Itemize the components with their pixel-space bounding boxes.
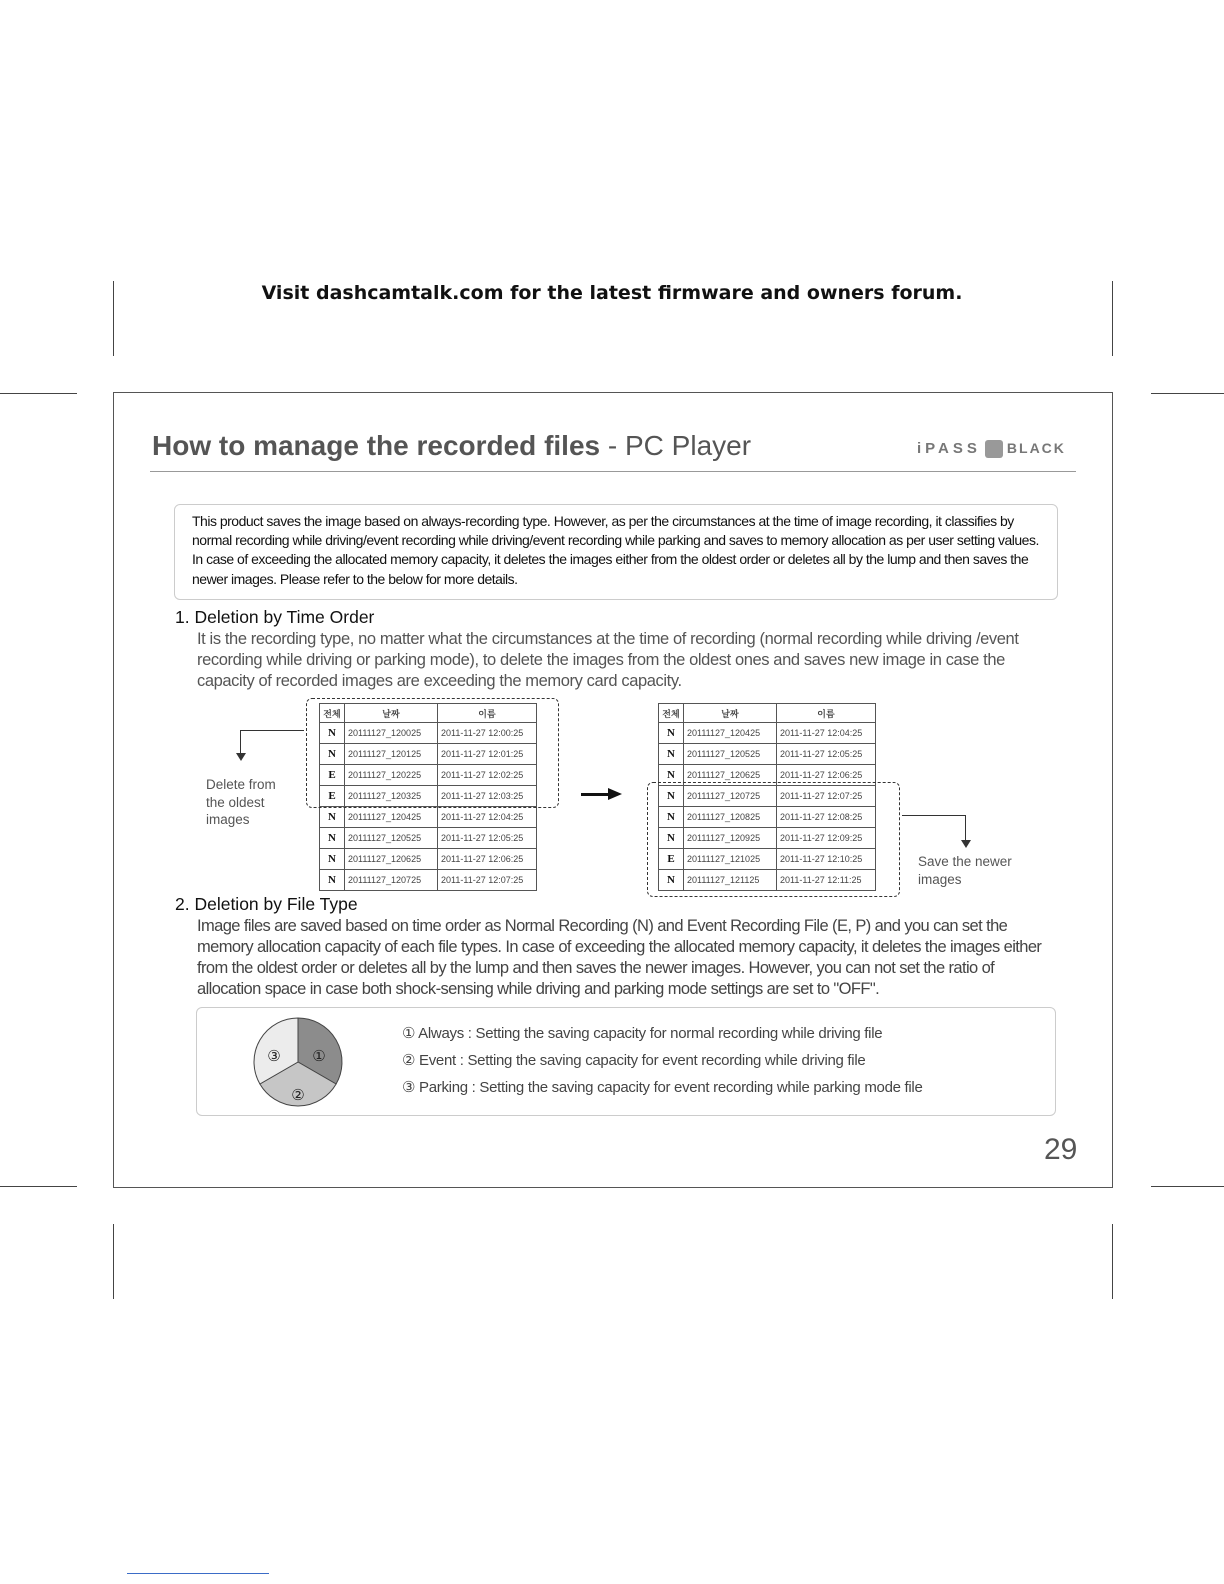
saved-files-highlight — [647, 782, 900, 897]
file-date-cell: 2011-11-27 12:10:25 — [777, 849, 876, 870]
delete-arrow-line — [240, 730, 304, 731]
legend-item-event: ② Event : Setting the saving capacity for event recording while driving file — [402, 1052, 866, 1069]
section1-body: It is the recording type, no matter what the circumstances at the time of recording (normal recording while driving /event recording while driving or parking mode), to delete the images from the oldest ones and saves new image in case the capacity of recorded images are exceeding the memory card capacity. — [197, 630, 1019, 690]
file-date-cell: 2011-11-27 12:04:25 — [777, 723, 876, 744]
col-header-name: 이름 — [777, 704, 876, 723]
table-row — [659, 723, 876, 744]
col-header-type: 전체 — [320, 704, 345, 723]
file-name-cell: 20111127_120425 — [345, 807, 438, 828]
file-type-cell: N — [320, 870, 345, 891]
pie-label-2: ② — [291, 1086, 305, 1104]
deleted-files-highlight — [306, 698, 559, 808]
pie-label-3: ③ — [267, 1047, 281, 1065]
title-divider — [150, 471, 1076, 472]
arrow-down-icon — [961, 840, 971, 848]
file-type-cell: N — [659, 870, 684, 891]
file-type-cell: N — [659, 723, 684, 744]
table-row — [320, 870, 537, 891]
file-date-cell: 2011-11-27 12:05:25 — [438, 828, 537, 849]
file-name-cell: 20111127_121125 — [684, 870, 777, 891]
col-header-date: 날짜 — [345, 704, 438, 723]
section2-heading: 2. Deletion by File Type — [175, 894, 358, 914]
file-type-cell: N — [320, 744, 345, 765]
title-main: How to manage the recorded files — [152, 430, 601, 461]
file-date-cell: 2011-11-27 12:02:25 — [438, 765, 537, 786]
file-date-cell: 2011-11-27 12:06:25 — [777, 765, 876, 786]
save-arrow-line — [965, 815, 966, 841]
file-type-cell: N — [320, 828, 345, 849]
file-name-cell: 20111127_120225 — [345, 765, 438, 786]
delete-arrow-line — [240, 730, 241, 754]
save-arrow-line — [902, 815, 966, 816]
file-name-cell: 20111127_120825 — [684, 807, 777, 828]
file-date-cell: 2011-11-27 12:08:25 — [777, 807, 876, 828]
crop-mark — [0, 1186, 77, 1187]
file-type-cell: E — [320, 786, 345, 807]
section2-body: Image files are saved based on time order as Normal Recording (N) and Event Recording File (E, P) and you can set the memory allocation capacity of each file types. In case of exceeding the allocated memory capacity, it deletes the images either from the oldest order or deletes all by the lump and then saves the newer images. However, you can not set the ratio of allocation space in case both shock-sensing while driving and parking mode settings are set to "OFF". — [197, 917, 1042, 998]
file-name-cell: 20111127_120525 — [345, 828, 438, 849]
file-name-cell: 20111127_120625 — [684, 765, 777, 786]
crop-mark — [1151, 393, 1224, 394]
table-row — [320, 849, 537, 870]
file-name-cell: 20111127_120625 — [345, 849, 438, 870]
intro-text: This product saves the image based on always-recording type. However, as per the circumstances at the time of image recording, it classifies by normal recording while driving/event recording while driving/event recording while parking and saves to memory allocation as per user setting values. In case of exceeding the allocated memory capacity, it deletes the images either from the oldest order or deletes all by the lump and then saves the newer images. Please refer to the below for more details. — [192, 513, 1039, 587]
cube-icon — [985, 440, 1003, 458]
file-type-cell: N — [320, 849, 345, 870]
allocation-pie-chart — [252, 1016, 344, 1108]
save-note: Save the newer images — [918, 854, 1012, 887]
file-date-cell: 2011-11-27 12:03:25 — [438, 786, 537, 807]
visit-banner: Visit dashcamtalk.com for the latest firmware and owners forum. — [261, 282, 963, 304]
file-type-cell: N — [659, 786, 684, 807]
table-row — [320, 807, 537, 828]
file-type-cell: N — [320, 807, 345, 828]
file-type-cell: N — [659, 828, 684, 849]
file-type-cell: N — [659, 744, 684, 765]
page-title — [152, 430, 751, 462]
legend-item-parking: ③ Parking : Setting the saving capacity for event recording while parking mode file — [402, 1079, 923, 1096]
file-date-cell: 2011-11-27 12:00:25 — [438, 723, 537, 744]
file-date-cell: 2011-11-27 12:07:25 — [438, 870, 537, 891]
crop-mark — [113, 1224, 114, 1299]
file-date-cell: 2011-11-27 12:09:25 — [777, 828, 876, 849]
file-type-cell: E — [320, 765, 345, 786]
file-date-cell: 2011-11-27 12:07:25 — [777, 786, 876, 807]
file-date-cell: 2011-11-27 12:06:25 — [438, 849, 537, 870]
file-name-cell: 20111127_120025 — [345, 723, 438, 744]
arrow-right-icon — [608, 788, 622, 800]
file-type-cell: N — [659, 765, 684, 786]
brand-part2: BLACK — [1006, 440, 1066, 456]
file-name-cell: 20111127_120725 — [684, 786, 777, 807]
file-type-cell: N — [320, 723, 345, 744]
crop-mark — [0, 393, 77, 394]
crop-mark — [1112, 1224, 1113, 1299]
col-header-type: 전체 — [659, 704, 684, 723]
file-name-cell: 20111127_120925 — [684, 828, 777, 849]
file-date-cell: 2011-11-27 12:01:25 — [438, 744, 537, 765]
file-name-cell: 20111127_120325 — [345, 786, 438, 807]
file-name-cell: 20111127_120725 — [345, 870, 438, 891]
col-header-date: 날짜 — [684, 704, 777, 723]
file-type-cell: N — [659, 807, 684, 828]
section1-heading: 1. Deletion by Time Order — [175, 607, 375, 627]
file-date-cell: 2011-11-27 12:04:25 — [438, 807, 537, 828]
table-row — [659, 744, 876, 765]
legend-item-always: ① Always : Setting the saving capacity for normal recording while driving file — [402, 1025, 883, 1042]
file-name-cell: 20111127_120425 — [684, 723, 777, 744]
col-header-name: 이름 — [438, 704, 537, 723]
delete-note: Delete from the oldest images — [206, 777, 276, 827]
arrow-down-icon — [236, 753, 246, 761]
bottom-rule — [127, 1573, 269, 1574]
file-name-cell: 20111127_120525 — [684, 744, 777, 765]
table-row — [320, 828, 537, 849]
file-type-cell: E — [659, 849, 684, 870]
file-date-cell: 2011-11-27 12:05:25 — [777, 744, 876, 765]
file-name-cell: 20111127_120125 — [345, 744, 438, 765]
title-sub: - PC Player — [600, 430, 752, 461]
brand-logo — [917, 440, 1066, 458]
file-date-cell: 2011-11-27 12:11:25 — [777, 870, 876, 891]
file-name-cell: 20111127_121025 — [684, 849, 777, 870]
arrow-right-line — [581, 793, 609, 796]
page-number: 29 — [1044, 1133, 1078, 1166]
crop-mark — [1151, 1186, 1224, 1187]
brand-part1: iPASS — [917, 440, 981, 457]
pie-label-1: ① — [312, 1047, 326, 1065]
